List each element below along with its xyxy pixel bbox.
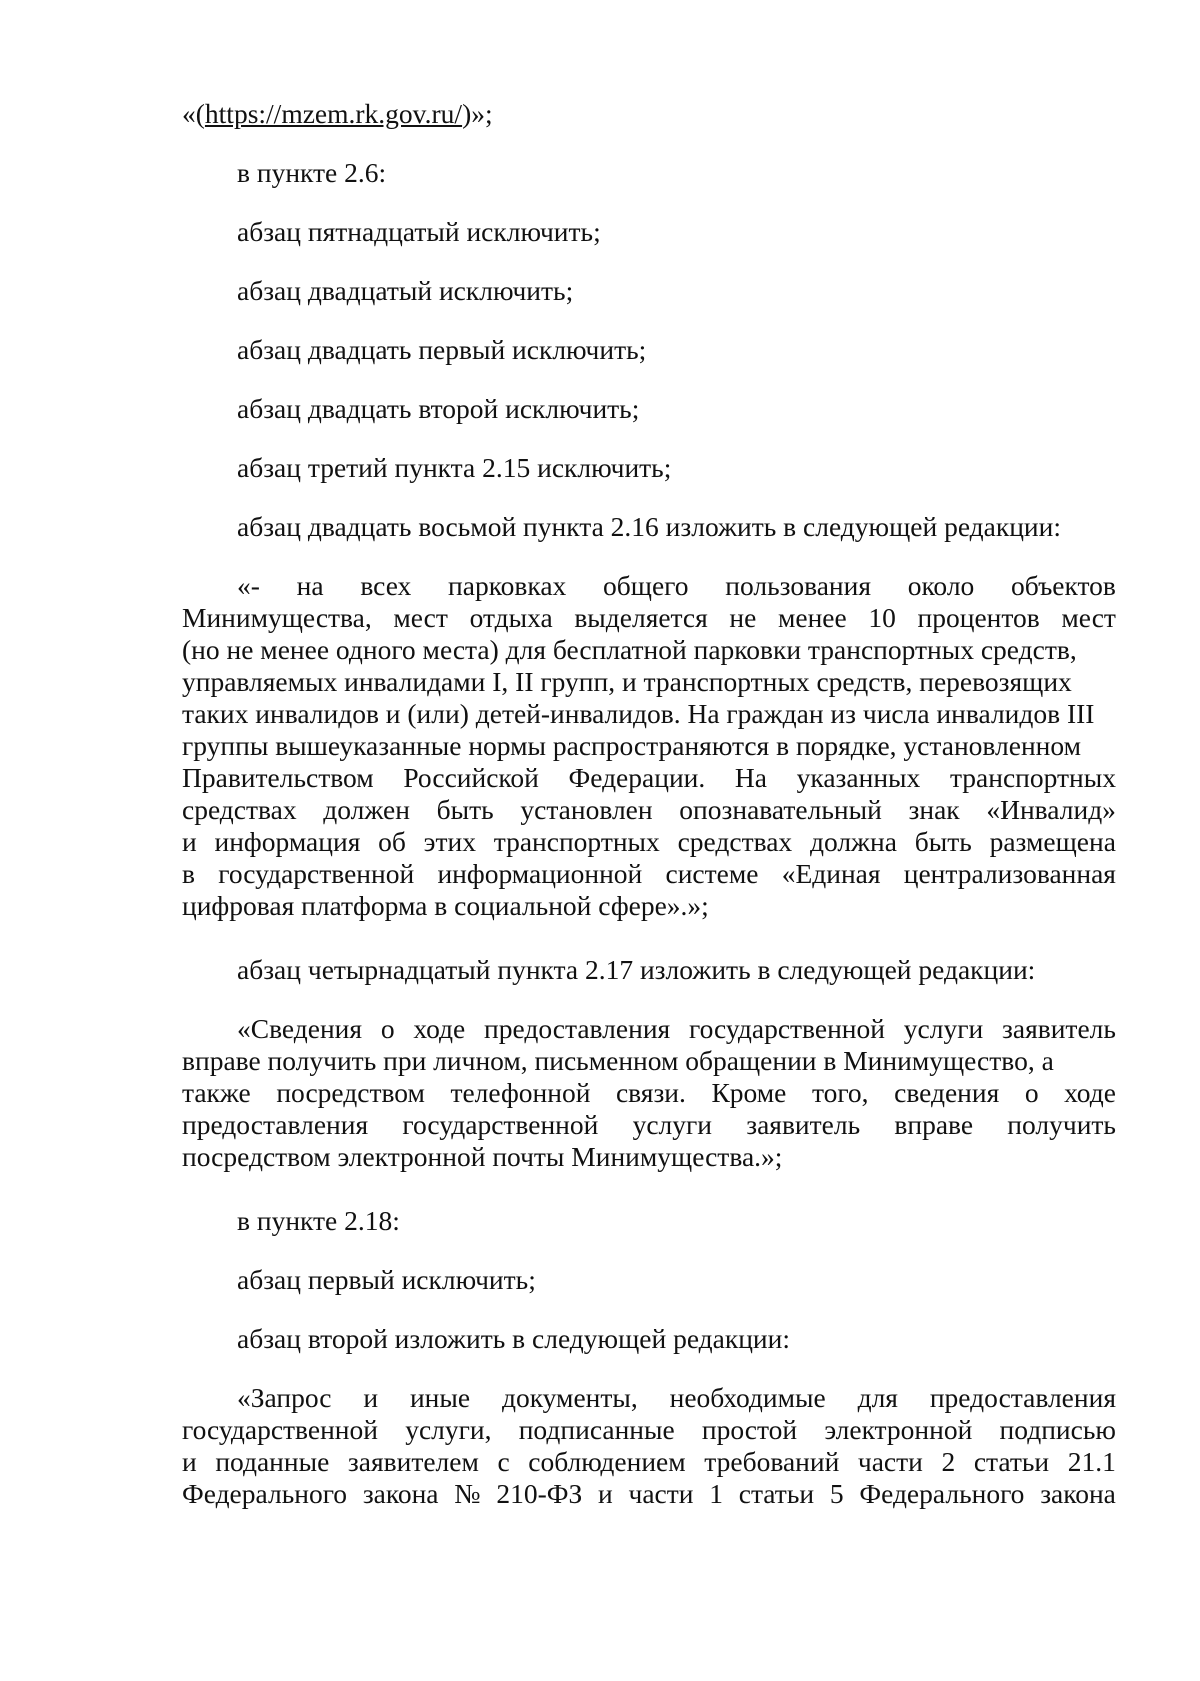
paragraph-item: абзац четырнадцатый пункта 2.17 изложить в следующей редакции: xyxy=(237,954,1036,985)
p1-line: средствах должен быть установлен опознавательный знак «Инвалид» xyxy=(182,794,1116,825)
paragraph-item: абзац двадцать первый исключить; xyxy=(237,334,647,365)
p1-line: в государственной информационной системе «Единая централизованная xyxy=(182,858,1116,889)
p1-line: группы вышеуказанные нормы распространяются в порядке, установленном xyxy=(182,730,1082,761)
p2-line: вправе получить при личном, письменном обращении в Минимущество, а xyxy=(182,1045,1054,1076)
p1-line: Минимущества, мест отдыха выделяется не менее 10 процентов мест xyxy=(182,602,1116,633)
p1-line: (но не менее одного места) для бесплатной парковки транспортных средств, xyxy=(182,634,1077,665)
ministry-website-link[interactable]: https://mzem.rk.gov.ru/ xyxy=(204,98,463,129)
p3-line: государственной услуги, подписанные простой электронной подписью xyxy=(182,1414,1116,1445)
paragraph-item: абзац пятнадцатый исключить; xyxy=(237,216,601,247)
quote-open: «( xyxy=(182,98,205,129)
p2-line: предоставления государственной услуги заявитель вправе получить xyxy=(182,1109,1116,1140)
paragraph-item: абзац двадцать второй исключить; xyxy=(237,393,640,424)
quote-close: )»; xyxy=(462,98,493,129)
p1-line-last: цифровая платформа в социальной сфере».»; xyxy=(182,890,709,921)
p2-line: также посредством телефонной связи. Кроме того, сведения о ходе xyxy=(182,1077,1116,1108)
p1-line: Правительством Российской Федерации. На указанных транспортных xyxy=(182,762,1116,793)
paragraph-item: абзац второй изложить в следующей редакции: xyxy=(237,1323,791,1354)
p1-line: «- на всех парковках общего пользования около объектов xyxy=(237,570,1116,601)
p3-line: «Запрос и иные документы, необходимые для предоставления xyxy=(237,1382,1116,1413)
p1-line: управляемых инвалидами I, II групп, и транспортных средств, перевозящих xyxy=(182,666,1072,697)
p3-line: и поданные заявителем с соблюдением требований части 2 статьи 21.1 xyxy=(182,1446,1116,1477)
p1-line: таких инвалидов и (или) детей-инвалидов. На граждан из числа инвалидов III xyxy=(182,698,1095,729)
paragraph-item: абзац двадцать восьмой пункта 2.16 изложить в следующей редакции: xyxy=(237,511,1062,542)
clause-2-6-heading: в пункте 2.6: xyxy=(237,157,387,188)
paragraph-item: абзац первый исключить; xyxy=(237,1264,536,1295)
link-line xyxy=(182,98,493,130)
p2-line-last: посредством электронной почты Минимущества.»; xyxy=(182,1141,783,1172)
p2-line: «Сведения о ходе предоставления государственной услуги заявитель xyxy=(237,1013,1116,1044)
paragraph-item: абзац третий пункта 2.15 исключить; xyxy=(237,452,672,483)
p1-line: и информация об этих транспортных средствах должна быть размещена xyxy=(182,826,1116,857)
p3-line: Федерального закона № 210-ФЗ и части 1 статьи 5 Федерального закона xyxy=(182,1478,1116,1509)
clause-2-18-heading: в пункте 2.18: xyxy=(237,1205,400,1236)
paragraph-item: абзац двадцатый исключить; xyxy=(237,275,574,306)
